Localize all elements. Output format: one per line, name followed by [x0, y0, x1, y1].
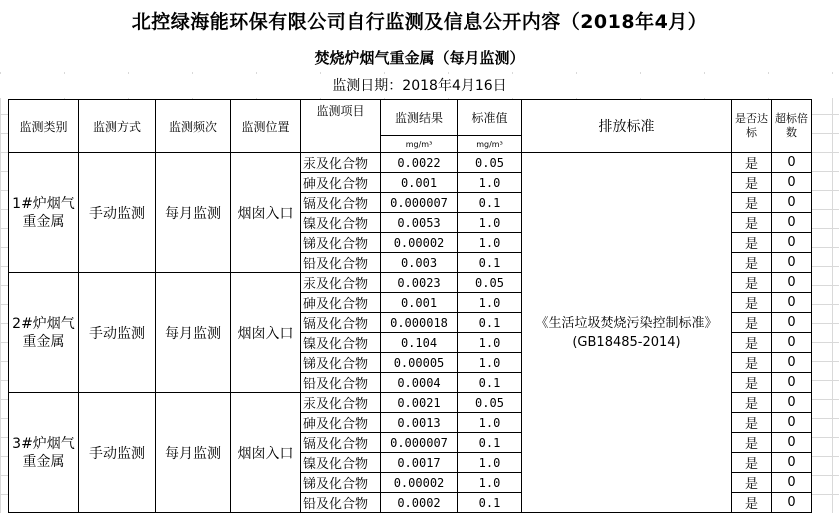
- group-category: 1#炉烟气重金属: [9, 153, 79, 273]
- group-category: 2#炉烟气重金属: [9, 273, 79, 393]
- item-name: 汞及化合物: [301, 393, 381, 413]
- item-exceed: 0: [772, 273, 812, 293]
- item-limit: 0.05: [458, 153, 522, 173]
- item-exceed: 0: [772, 213, 812, 233]
- item-name: 锑及化合物: [301, 233, 381, 253]
- item-limit: 1.0: [458, 413, 522, 433]
- header-category: 监测类别: [9, 100, 79, 153]
- group-method: 手动监测: [79, 153, 156, 273]
- item-result: 0.000018: [381, 313, 458, 333]
- item-name: 铅及化合物: [301, 373, 381, 393]
- item-compliant: 是: [732, 433, 772, 453]
- item-limit: 0.1: [458, 253, 522, 273]
- item-exceed: 0: [772, 333, 812, 353]
- item-compliant: 是: [732, 453, 772, 473]
- item-compliant: 是: [732, 493, 772, 513]
- item-result: 0.0022: [381, 153, 458, 173]
- item-compliant: 是: [732, 313, 772, 333]
- item-compliant: 是: [732, 233, 772, 253]
- item-result: 0.00005: [381, 353, 458, 373]
- page-title: 北控绿海能环保有限公司自行监测及信息公开内容（2018年4月）: [0, 0, 839, 44]
- item-limit: 1.0: [458, 453, 522, 473]
- item-exceed: 0: [772, 233, 812, 253]
- group-position: 烟囱入口: [231, 153, 301, 273]
- item-result: 0.000007: [381, 193, 458, 213]
- item-compliant: 是: [732, 413, 772, 433]
- table-header-row: [9, 100, 812, 136]
- item-result: 0.0021: [381, 393, 458, 413]
- item-compliant: 是: [732, 353, 772, 373]
- group-method: 手动监测: [79, 273, 156, 393]
- item-name: 铅及化合物: [301, 253, 381, 273]
- item-limit: 1.0: [458, 293, 522, 313]
- header-compliant: 是否达标: [732, 100, 772, 153]
- item-compliant: 是: [732, 273, 772, 293]
- item-result: 0.00002: [381, 233, 458, 253]
- item-name: 砷及化合物: [301, 293, 381, 313]
- item-result: 0.0013: [381, 413, 458, 433]
- item-limit: 0.1: [458, 193, 522, 213]
- item-name: 锑及化合物: [301, 353, 381, 373]
- item-result: 0.0017: [381, 453, 458, 473]
- item-result: 0.0053: [381, 213, 458, 233]
- item-exceed: 0: [772, 253, 812, 273]
- item-compliant: 是: [732, 373, 772, 393]
- item-compliant: 是: [732, 253, 772, 273]
- item-name: 铅及化合物: [301, 493, 381, 513]
- item-limit: 0.05: [458, 393, 522, 413]
- monitoring-date: 监测日期：2018年4月16日: [0, 74, 839, 98]
- item-exceed: 0: [772, 353, 812, 373]
- item-name: 镍及化合物: [301, 213, 381, 233]
- emission-standard: 《生活垃圾焚烧污染控制标准》(GB18485-2014): [522, 153, 732, 513]
- header-exceed: 超标倍数: [772, 100, 812, 153]
- item-compliant: 是: [732, 153, 772, 173]
- page-subtitle: 焚烧炉烟气重金属（每月监测）: [0, 44, 839, 72]
- header-method: 监测方式: [79, 100, 156, 153]
- item-compliant: 是: [732, 173, 772, 193]
- table-row: [9, 153, 812, 173]
- item-limit: 1.0: [458, 333, 522, 353]
- item-limit: 0.05: [458, 273, 522, 293]
- header-limit: 标准值: [458, 100, 522, 136]
- item-limit: 1.0: [458, 353, 522, 373]
- item-name: 镉及化合物: [301, 313, 381, 333]
- item-exceed: 0: [772, 473, 812, 493]
- item-result: 0.0002: [381, 493, 458, 513]
- group-frequency: 每月监测: [156, 273, 231, 393]
- group-position: 烟囱入口: [231, 273, 301, 393]
- item-exceed: 0: [772, 393, 812, 413]
- item-name: 镍及化合物: [301, 333, 381, 353]
- item-exceed: 0: [772, 453, 812, 473]
- item-result: 0.001: [381, 293, 458, 313]
- item-name: 镉及化合物: [301, 193, 381, 213]
- item-limit: 1.0: [458, 173, 522, 193]
- item-result: 0.0023: [381, 273, 458, 293]
- item-exceed: 0: [772, 433, 812, 453]
- result-unit: mg/m³: [381, 136, 458, 153]
- item-limit: 1.0: [458, 213, 522, 233]
- monitoring-table: [8, 99, 812, 513]
- header-result: 监测结果: [381, 100, 458, 136]
- item-limit: 0.1: [458, 373, 522, 393]
- item-exceed: 0: [772, 313, 812, 333]
- item-exceed: 0: [772, 153, 812, 173]
- item-name: 汞及化合物: [301, 153, 381, 173]
- item-exceed: 0: [772, 413, 812, 433]
- item-compliant: 是: [732, 213, 772, 233]
- header-item: 监测项目: [301, 100, 381, 153]
- item-exceed: 0: [772, 173, 812, 193]
- item-result: 0.001: [381, 173, 458, 193]
- item-compliant: 是: [732, 193, 772, 213]
- item-limit: 0.1: [458, 313, 522, 333]
- item-name: 镉及化合物: [301, 433, 381, 453]
- item-result: 0.000007: [381, 433, 458, 453]
- item-name: 锑及化合物: [301, 473, 381, 493]
- item-exceed: 0: [772, 193, 812, 213]
- item-result: 0.104: [381, 333, 458, 353]
- group-position: 烟囱入口: [231, 393, 301, 513]
- item-name: 砷及化合物: [301, 413, 381, 433]
- group-frequency: 每月监测: [156, 393, 231, 513]
- limit-unit: mg/m³: [458, 136, 522, 153]
- item-exceed: 0: [772, 493, 812, 513]
- item-name: 镍及化合物: [301, 453, 381, 473]
- item-limit: 1.0: [458, 473, 522, 493]
- item-compliant: 是: [732, 293, 772, 313]
- item-name: 砷及化合物: [301, 173, 381, 193]
- group-method: 手动监测: [79, 393, 156, 513]
- header-frequency: 监测频次: [156, 100, 231, 153]
- item-result: 0.00002: [381, 473, 458, 493]
- header-standard: 排放标准: [522, 100, 732, 153]
- item-exceed: 0: [772, 373, 812, 393]
- item-compliant: 是: [732, 393, 772, 413]
- item-result: 0.0004: [381, 373, 458, 393]
- group-category: 3#炉烟气重金属: [9, 393, 79, 513]
- item-limit: 0.1: [458, 433, 522, 453]
- header-position: 监测位置: [231, 100, 301, 153]
- item-limit: 0.1: [458, 493, 522, 513]
- item-limit: 1.0: [458, 233, 522, 253]
- group-frequency: 每月监测: [156, 153, 231, 273]
- item-result: 0.003: [381, 253, 458, 273]
- item-compliant: 是: [732, 333, 772, 353]
- item-compliant: 是: [732, 473, 772, 493]
- item-name: 汞及化合物: [301, 273, 381, 293]
- item-exceed: 0: [772, 293, 812, 313]
